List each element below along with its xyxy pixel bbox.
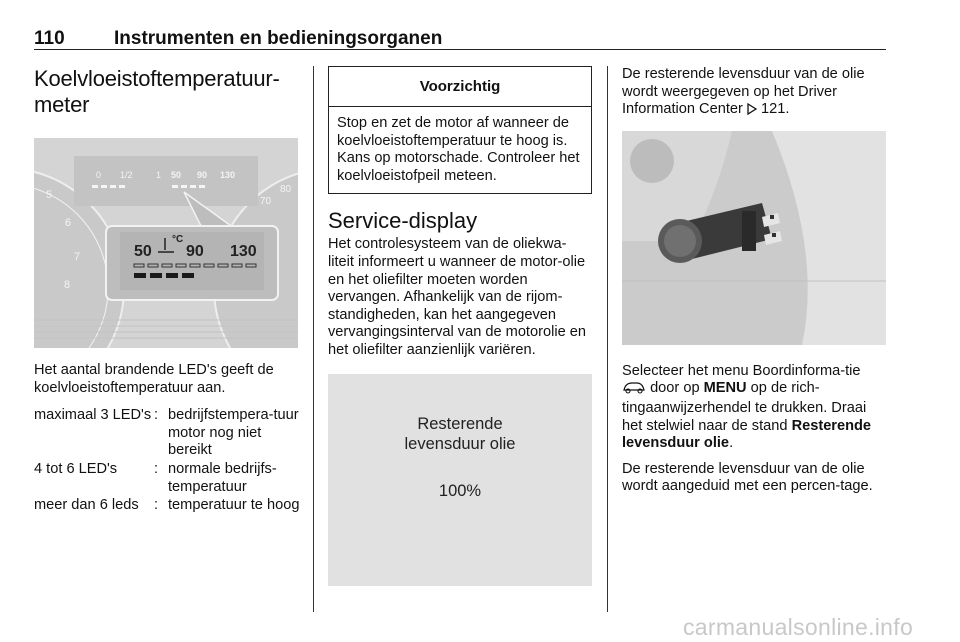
page-number: 110: [34, 28, 65, 49]
dial-label-7: 7: [74, 251, 81, 263]
oil-life-label: Resterende levensduur olie: [404, 414, 516, 453]
led-meaning-table: [34, 407, 300, 516]
section-title-service: Service-display: [328, 208, 478, 234]
led-meaning: bedrijfstempera-tuur motor nog niet bereikt: [168, 407, 299, 459]
led-meaning: normale bedrijfs-temperatuur: [168, 460, 277, 495]
column-coolant-gauge: [34, 66, 300, 516]
chapter-title: Instrumenten en bedieningsorganen: [114, 28, 443, 49]
column-divider-1: [313, 66, 314, 612]
small-temp-50: 50: [171, 170, 182, 180]
table-row: [34, 497, 300, 516]
separator: :: [154, 497, 159, 514]
column-service-display: [328, 66, 592, 586]
menu-button-label: MENU: [703, 380, 747, 397]
column-oil-life: [622, 66, 886, 496]
zoom-temp-130: 130: [230, 243, 257, 260]
led-meaning: temperatuur te hoog: [168, 497, 300, 514]
led-count: meer dan 6 leds: [34, 497, 139, 514]
table-row: [34, 407, 300, 461]
dial-label-80: 80: [280, 184, 292, 195]
oil-life-display: [328, 374, 592, 586]
separator: :: [154, 460, 159, 477]
fuel-label-0: 0: [96, 170, 102, 180]
zoom-temp-50: 50: [134, 243, 152, 260]
setting-name: Resterende levensduur olie: [622, 417, 872, 452]
oil-life-text-3: De resterende levensduur van de olie wordt aangeduid met een percen-tage.: [622, 460, 873, 495]
section-title-coolant: Koelvloeistoftemperatuur- meter: [34, 66, 280, 117]
dial-label-70: 70: [260, 196, 272, 207]
table-row: [34, 461, 300, 497]
dial-label-8: 8: [64, 279, 71, 291]
small-temp-130: 130: [220, 170, 236, 180]
fuel-label-1: 1: [156, 170, 162, 180]
column-divider-2: [607, 66, 608, 612]
dial-label-5: 5: [46, 189, 53, 201]
caution-title: Voorzichtig: [329, 67, 591, 107]
oil-life-text-1: De resterende levensduur van de olie wordt weergegeven op het Driver Information Center 121.: [622, 66, 886, 121]
turn-signal-lever-illustration: [622, 131, 886, 345]
led-count: 4 tot 6 LED's: [34, 460, 118, 477]
arrow-ref-icon: [747, 103, 757, 121]
led-count: maximaal 3 LED's: [34, 407, 152, 424]
oil-life-text-2: Selecteer het menu Boordinforma-tie door op MENU op de rich-tingaanwijzerhendel te drukken. Draai het stelwiel naar de stand Resterende levensduur olie.: [622, 362, 872, 452]
caution-text: Stop en zet de motor af wanneer de koelvloeistoftemperatuur te hoog is. Kans op motorschade. Controleer het koelvloeistofpeil meteen.: [337, 115, 580, 184]
dial-label-6: 6: [65, 217, 72, 229]
zoom-temp-unit: °C: [172, 234, 184, 245]
service-body-text: Het controlesysteem van de oliekwa-liteit informeert u wanneer de motor-olie en het oliefilter moeten worden vervangen. Afhankelijk van de rijom-standigheden, kan het aangegeven vervangingsinterval van de motorolie en het oliefilter aanzienlijk variëren.: [328, 236, 586, 358]
caution-box: [328, 66, 592, 194]
coolant-intro-text: Het aantal brandende LED's geeft de koelvloeistoftemperatuur aan.: [34, 362, 274, 396]
fuel-label-half: 1/2: [120, 170, 133, 180]
small-temp-90: 90: [197, 170, 208, 180]
zoom-temp-90: 90: [186, 243, 204, 260]
page-header: [34, 28, 886, 50]
car-menu-icon: [622, 381, 646, 400]
coolant-gauge-illustration: [34, 138, 298, 348]
oil-life-value: 100%: [438, 481, 482, 500]
watermark: carmanualsonline.info: [683, 614, 914, 640]
separator: :: [154, 407, 159, 424]
